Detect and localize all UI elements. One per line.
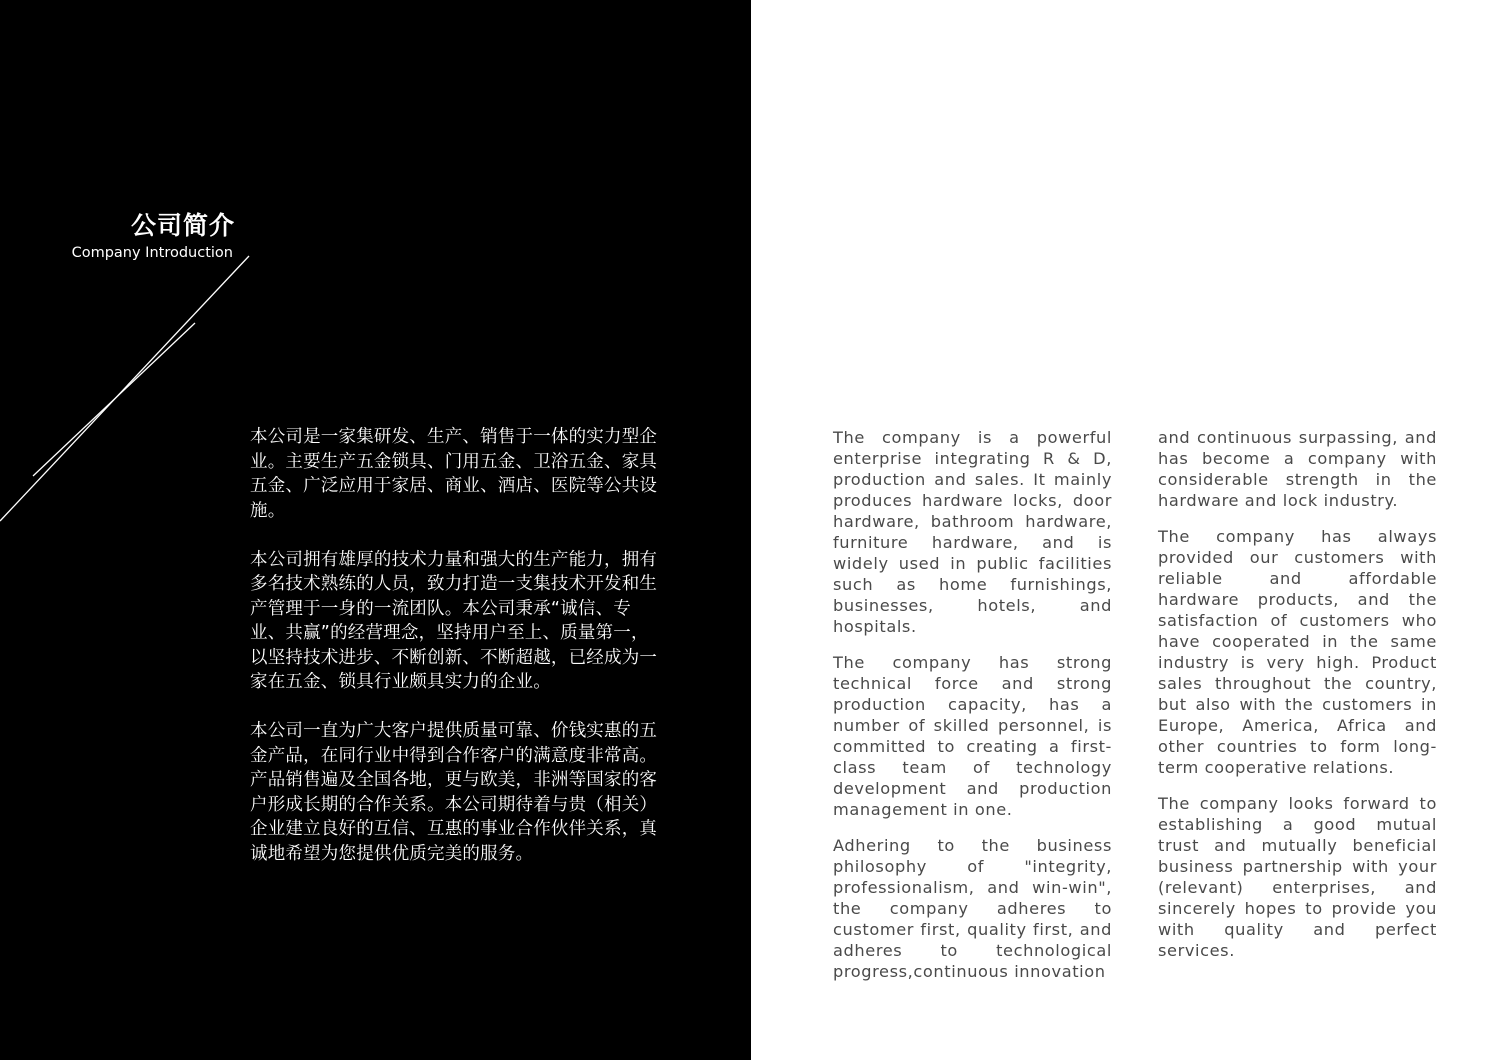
decorative-diagonal-lines (0, 0, 260, 540)
chinese-paragraph: 本公司一直为广大客户提供质量可靠、价钱实惠的五金产品，在同行业中得到合作客户的满意度非常高。产品销售遍及全国各地，更与欧美，非洲等国家的客户形成长期的合作关系。本公司期待着与贵（相关）企业建立良好的互信、互惠的事业合作伙伴关系，真诚地希望为您提供优质完美的服务。 (250, 721, 658, 864)
english-paragraph: Adhering to the business philosophy of "integrity, professionalism, and win-win", the company adheres to customer first, quality first, and adheres to technological progress,continuous innovation (833, 836, 1112, 981)
page-title-en: Company Introduction (71, 245, 233, 261)
english-paragraph: The company looks forward to establishing a good mutual trust and mutually beneficial business partnership with your (relevant) enterprises, and sincerely hopes to provide you with quality and perfect services. (1158, 794, 1437, 960)
english-paragraph: and continuous surpassing, and has become a company with considerable strength in the hardware and lock industry. (1158, 428, 1437, 510)
english-paragraph: The company has strong technical force and strong production capacity, has a number of skilled personnel, is committed to creating a first-class team of technology development and production management in one. (833, 653, 1112, 819)
english-paragraph: The company is a powerful enterprise integrating R & D, production and sales. It mainly produces hardware locks, door hardware, bathroom hardware, furniture hardware, and is widely used in public facilities such as home furnishings, businesses, hotels, and hospitals. (833, 428, 1112, 636)
page-title-zh: 公司简介 (130, 211, 235, 240)
chinese-paragraph: 本公司是一家集研发、生产、销售于一体的实力型企业。主要生产五金锁具、门用五金、卫浴五金、家具五金、广泛应用于家居、商业、酒店、医院等公共设施。 (250, 427, 658, 521)
chinese-paragraph: 本公司拥有雄厚的技术力量和强大的生产能力，拥有多名技术熟练的人员，致力打造一支集技术开发和生产管理于一身的一流团队。本公司秉承“诚信、专业、共赢”的经营理念，坚持用户至上、质量第一，以坚持技术进步、不断创新、不断超越，已经成为一家在五金、锁具行业颇具实力的企业。 (250, 549, 658, 692)
english-column-1 (833, 427, 1112, 997)
english-paragraph: The company has always provided our customers with reliable and affordable hardware products, and the satisfaction of customers who have cooperated in the same industry is very high. Product sales throughout the country, but also with the customers in Europe, America, Africa and other countries to form long-term cooperative relations. (1158, 527, 1437, 777)
chinese-body (250, 425, 665, 891)
english-column-2 (1158, 427, 1437, 976)
